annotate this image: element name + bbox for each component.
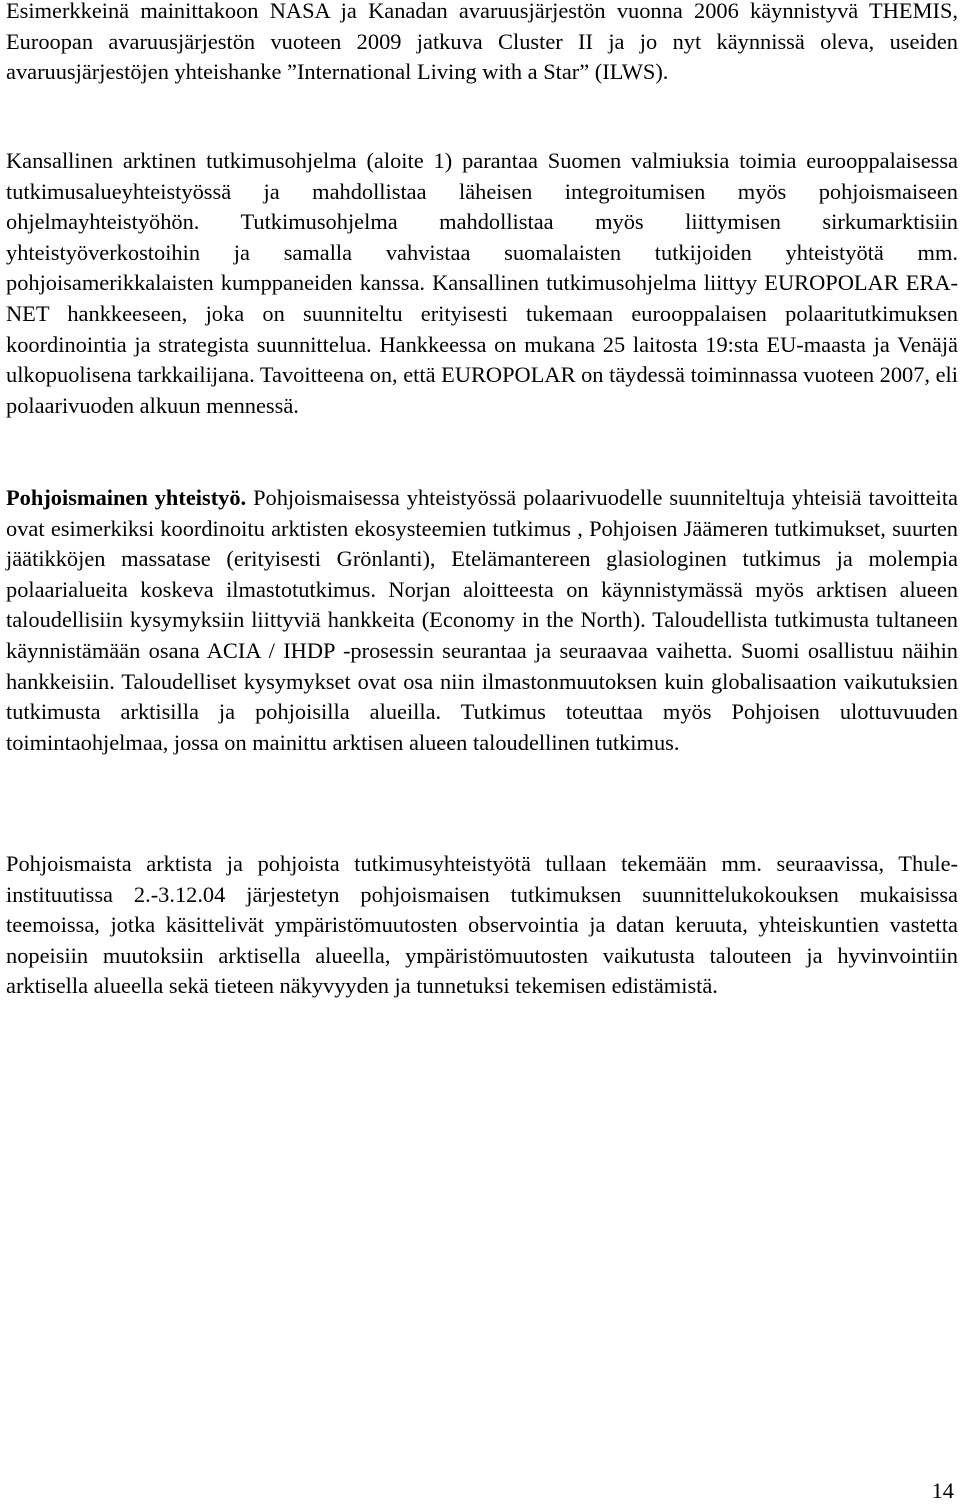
paragraph-nordic-cooperation (6, 483, 958, 758)
paragraph-thule-institute (6, 849, 958, 1002)
paragraph-text: Kansallinen arktinen tutkimusohjelma (aloite 1) parantaa Suomen valmiuksia toimia eurooppalaisessa tutkimusalueyhteistyössä ja mahdollistaa läheisen integroitumisen myös pohjoismaiseen ohjelmayhteistyöhön. Tutkimusohjelma mahdollistaa myös liittymisen sirkumarktisiin yhteistyöverkostoihin ja samalla vahvistaa suomalaisten tutkijoiden yhteistyötä mm. pohjoisamerikkalaisten kumppaneiden kanssa. Kansallinen tutkimusohjelma liittyy EUROPOLAR ERA-NET hankkeeseen, joka on suunniteltu erityisesti tukemaan eurooppalaisen polaaritutkimuksen koordinointia ja strategista suunnittelua. Hankkeessa on mukana 25 laitosta 19:sta EU-maasta ja Venäjä ulkopuolisena tarkkailijana. Tavoitteena on, että EUROPOLAR on täydessä toiminnassa vuoteen 2007, eli polaarivuoden alkuun mennessä. (6, 148, 958, 418)
paragraph-examples (6, 0, 958, 88)
paragraph-text: Esimerkkeinä mainittakoon NASA ja Kanadan avaruusjärjestön vuonna 2006 käynnistyvä THEMIS, Euroopan avaruusjärjestön vuoteen 2009 jatkuva Cluster II ja jo nyt käynnissä oleva, useiden avaruusjärjestöjen yhteishanke ”International Living with a Star” (ILWS). (6, 0, 958, 85)
page-number: 14 (931, 1478, 954, 1503)
paragraph-text: Pohjoismaista arktista ja pohjoista tutkimusyhteistyötä tullaan tekemään mm. seuraavissa, Thule-instituutissa 2.-3.12.04 järjestetyn pohjoismaisen tutkimuksen suunnittelukokouksen mukaisissa teemoissa, jotka käsittelivät ympäristömuutosten observointia ja datan keruuta, yhteiskuntien vastetta nopeisiin muutoksiin arktisella alueella, ympäristömuutosten vaikutusta talouteen ja hyvinvointiin arktisella alueella sekä tieteen näkyvyyden ja tunnetuksi tekemisen edistämistä. (6, 851, 958, 999)
paragraph-heading: Pohjoismainen yhteistyö. (6, 485, 247, 510)
paragraph-text: Pohjoismaisessa yhteistyössä polaarivuodelle suunniteltuja yhteisiä tavoitteita ovat esimerkiksi koordinoitu arktisten ekosysteemien tutkimus , Pohjoisen Jäämeren tutkimukset, suurten jäätikköjen massatase (erityisesti Grönlanti), Etelämantereen glasiologinen tutkimus ja molempia polaarialueita koskeva ilmastotutkimus. Norjan aloitteesta on käynnistymässä myös arktisen alueen taloudellisiin kysymyksiin liittyviä hankkeita (Economy in the North). Taloudellista tutkimusta tultaneen käynnistämään osana ACIA / IHDP -prosessin seurantaa ja seuraavaa vaihetta. Suomi osallistuu näihin hankkeisiin. Taloudelliset kysymykset ovat osa niin ilmastonmuutoksen kuin globalisaation vaikutuksien tutkimusta arktisilla ja pohjoisilla alueilla. Tutkimus toteuttaa myös Pohjoisen ulottuvuuden toimintaohjelmaa, jossa on mainittu arktisen alueen taloudellinen tutkimus. (6, 485, 958, 755)
paragraph-national-programme (6, 146, 958, 421)
